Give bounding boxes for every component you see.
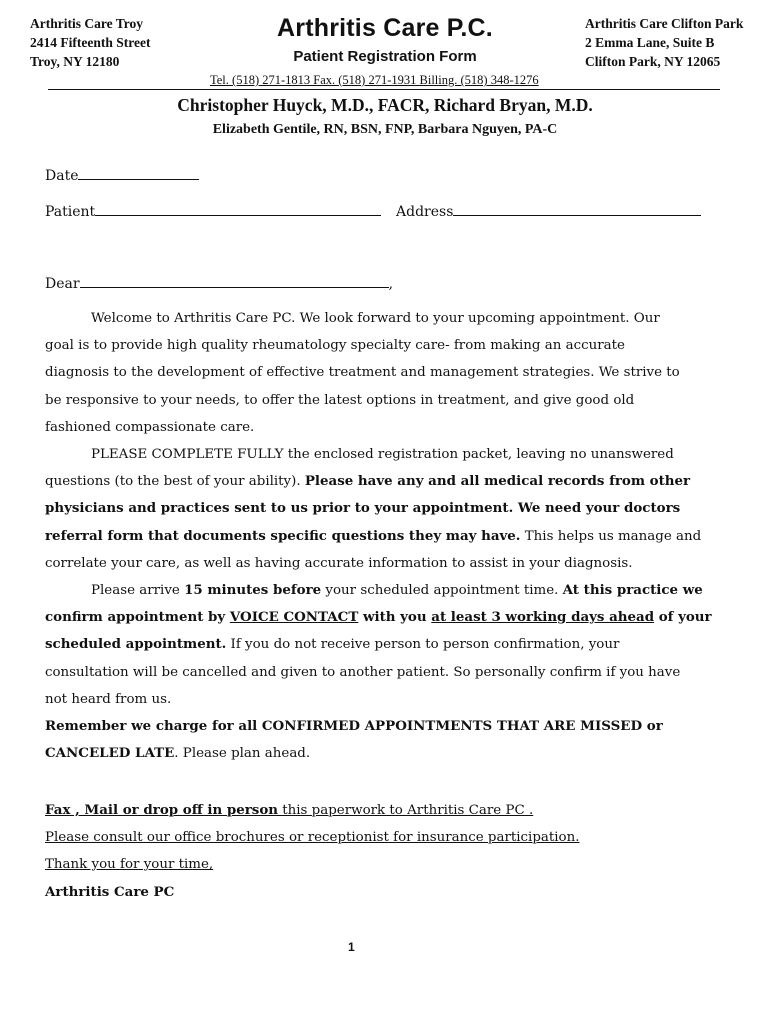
letter-text: your scheduled appointment time. [321, 583, 563, 599]
page-number: 1 [348, 940, 355, 954]
letter-line [45, 577, 745, 604]
address-input-line[interactable] [453, 201, 701, 216]
right-address-line: 2 Emma Lane, Suite B [585, 35, 715, 50]
signature-text: Arthritis Care PC [45, 883, 175, 900]
address-label: Address [396, 204, 454, 220]
right-address-line: Arthritis Care Clifton Park [585, 16, 744, 31]
address-field [396, 201, 701, 220]
letter-text: If you do not receive person to person confirmation, your [226, 637, 620, 653]
letter-text: Please arrive [91, 583, 185, 599]
confirmation-policy-text: scheduled appointment. [45, 636, 227, 653]
confirmation-policy-text: of your [654, 609, 712, 626]
left-address-line: 2414 Fifteenth Street [30, 35, 151, 50]
letter-line [45, 468, 745, 495]
signature-line [45, 879, 580, 906]
letter-line [45, 604, 745, 631]
letter-line: PLEASE COMPLETE FULLY the enclosed registration packet, leaving no unanswered [91, 447, 674, 463]
left-address-line: Troy, NY 12180 [30, 54, 120, 69]
header-divider [48, 89, 720, 90]
submit-instructions [45, 797, 580, 824]
letter-line [45, 713, 745, 740]
form-subtitle: Patient Registration Form [293, 48, 477, 65]
dear-comma: , [388, 276, 394, 292]
confirmation-policy-text: with you [358, 609, 432, 626]
records-request-text: physicians and practices sent to us prior to your appointment. We need your doctors [45, 500, 681, 517]
patient-field [45, 201, 381, 220]
closing-block [45, 797, 580, 906]
patient-input-line[interactable] [95, 201, 381, 216]
practice-title: Arthritis Care P.C. [277, 14, 493, 42]
referral-request-text: referral form that documents specific questions they may have. [45, 527, 521, 544]
letter-line: correlate your care, as well as having accurate information to assist in your diagnosis. [45, 555, 633, 571]
thanks-text: Thank you for your time, [45, 857, 214, 873]
missed-appointment-warning: CANCELED LATE [45, 745, 175, 762]
staff-line: Elizabeth Gentile, RN, BSN, FNP, Barbara Nguyen, PA-C [212, 122, 558, 137]
voice-contact-text: VOICE CONTACT [229, 609, 359, 626]
letter-line [45, 631, 745, 658]
letter-line [45, 523, 745, 550]
physicians-line: Christopher Huyck, M.D., FACR, Richard Bryan, M.D. [177, 95, 593, 115]
letter-line: be responsive to your needs, to offer the latest options in treatment, and give good old [45, 392, 635, 408]
letter-line: fashioned compassionate care. [45, 419, 255, 435]
letter-body [45, 305, 745, 767]
dear-input-line[interactable] [80, 273, 389, 288]
letter-line [45, 740, 745, 767]
confirmation-policy-text: confirm appointment by [45, 609, 230, 626]
submit-methods-text: Fax , Mail or drop off in person [45, 802, 278, 818]
letter-text: questions (to the best of your ability). [45, 474, 305, 490]
records-request-text: Please have any and all medical records from other [304, 473, 691, 490]
right-address-block [585, 14, 743, 71]
arrival-time-text: 15 minutes before [184, 582, 322, 599]
letter-text: This helps us manage and [520, 528, 702, 544]
left-address-line: Arthritis Care Troy [30, 16, 143, 31]
letter-line: goal is to provide high quality rheumatology specialty care- from making an accurate [45, 338, 625, 354]
letter-line: not heard from us. [45, 691, 172, 707]
dear-field [45, 273, 393, 292]
letter-line [45, 495, 745, 522]
right-address-line: Clifton Park, NY 12065 [585, 54, 721, 69]
insurance-note-text: Please consult our office brochures or receptionist for insurance participation. [45, 830, 580, 846]
dear-label: Dear [45, 276, 80, 292]
date-label: Date [45, 168, 79, 184]
letter-line: Welcome to Arthritis Care PC. We look forward to your upcoming appointment. Our [91, 311, 660, 326]
submit-target-text: this paperwork to Arthritis Care PC . [278, 803, 534, 818]
date-field [45, 165, 199, 184]
missed-appointment-warning: Remember we charge for all CONFIRMED APPOINTMENTS THAT ARE MISSED or [45, 718, 663, 735]
patient-label: Patient [45, 204, 96, 220]
confirmation-policy-text: At this practice we [562, 582, 703, 599]
working-days-text: at least 3 working days ahead [431, 609, 655, 626]
letter-line: consultation will be cancelled and given to another patient. So personally confirm if you have [45, 664, 681, 680]
letter-line: diagnosis to the development of effective treatment and management strategies. We strive to [45, 365, 680, 381]
thanks-line [45, 851, 580, 878]
insurance-note [45, 824, 580, 851]
date-input-line[interactable] [78, 165, 199, 180]
letter-text: . Please plan ahead. [174, 746, 311, 762]
contact-numbers: Tel. (518) 271-1813 Fax. (518) 271-1931 Billing. (518) 348-1276 [210, 73, 539, 87]
